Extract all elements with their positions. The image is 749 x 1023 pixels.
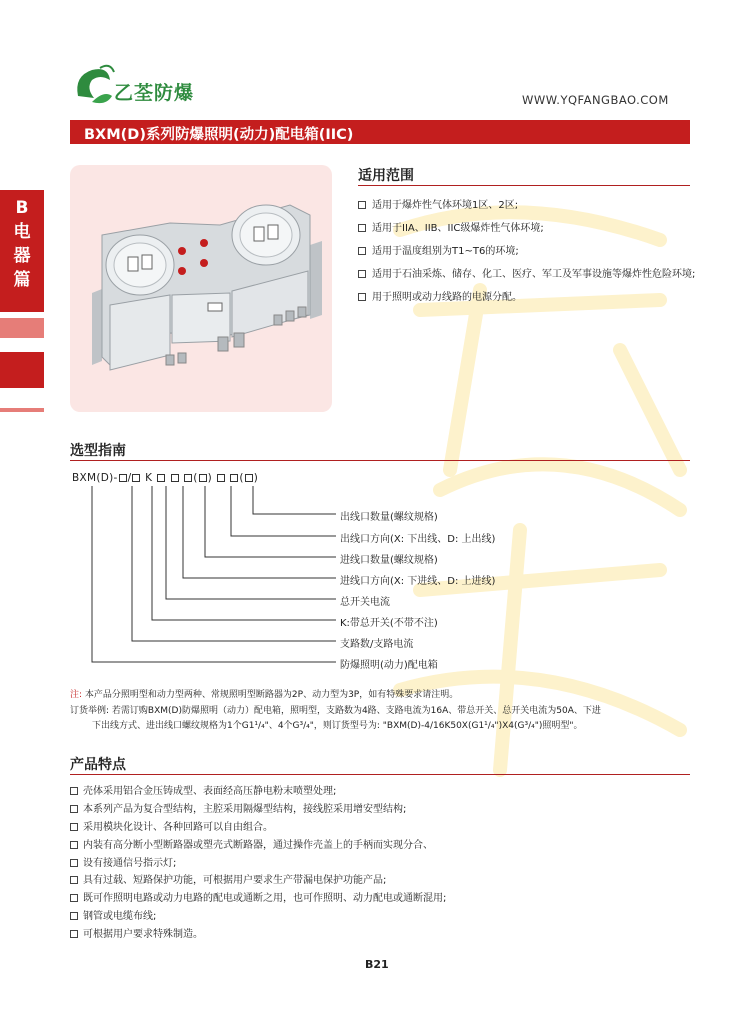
checkbox-icon <box>358 270 366 278</box>
side-tab-char: B <box>15 198 29 218</box>
section-rule <box>70 774 690 775</box>
note-prefix: 注: <box>70 690 83 700</box>
list-item <box>358 267 698 283</box>
selection-label: 进线口方向(X: 下进线、D: 上进线) <box>340 576 496 587</box>
brand-name: 乙荃防爆 <box>114 82 195 104</box>
order-example-line1: 订货举例: 若需订购BXM(D)防爆照明（动力）配电箱，照明型，支路数为4路、支路电流为16A、带总开关、总开关电流为50A、下进 <box>70 706 601 716</box>
list-item <box>70 891 690 906</box>
application-heading: 适用范围 <box>358 168 414 184</box>
distribution-box-image <box>70 165 332 412</box>
list-item-text: 可根据用户要求特殊制造。 <box>83 929 203 941</box>
side-tab-char: 器 <box>13 246 31 266</box>
list-item-text: 适用于石油采炼、储存、化工、医疗、军工及军事设施等爆炸性危险环境; <box>372 269 696 280</box>
selection-label: 防爆照明(动力)配电箱 <box>340 660 438 671</box>
list-item-text: 设有接通信号指示灯; <box>83 857 177 869</box>
section-rule <box>358 185 690 186</box>
checkbox-icon <box>70 930 78 938</box>
features-list <box>70 784 690 945</box>
list-item-text: 具有过载、短路保护功能，可根据用户要求生产带漏电保护功能产品; <box>83 875 387 887</box>
side-accent <box>0 352 44 388</box>
model-prefix: BXM(D)- <box>72 472 118 484</box>
section-rule <box>70 460 690 461</box>
selection-heading: 选型指南 <box>70 443 126 459</box>
list-item <box>70 820 690 835</box>
list-item-text: 既可作照明电路或动力电路的配电或通断之用，也可作照明、动力配电或通断混用; <box>83 893 447 905</box>
list-item-text: 内装有高分断小型断路器或塑壳式断路器，通过操作壳盖上的手柄而实现分合、 <box>83 839 433 851</box>
checkbox-icon <box>358 201 366 209</box>
list-item-text: 采用模块化设计、各种回路可以自由组合。 <box>83 821 273 833</box>
side-tab-char: 电 <box>13 222 31 242</box>
selection-label: 总开关电流 <box>340 597 390 608</box>
checkbox-icon <box>70 859 78 867</box>
list-item <box>70 927 690 942</box>
title-bar <box>70 120 690 144</box>
selection-label: K:带总开关(不带不注) <box>340 618 438 629</box>
list-item <box>70 784 690 799</box>
product-photo <box>70 165 332 412</box>
side-accent <box>0 408 44 412</box>
checkbox-icon <box>70 805 78 813</box>
checkbox-icon <box>70 841 78 849</box>
list-item <box>358 198 698 214</box>
checkbox-icon <box>358 293 366 301</box>
list-item <box>70 873 690 888</box>
page-number: B21 <box>365 958 389 971</box>
checkbox-icon <box>70 787 78 795</box>
order-example-line2: 下出线方式、进出线口螺纹规格为1个G1¹/₄"、4个G³/₄"，则订货型号为: "BXM(D)-4/16K50X(G1¹/₄")X4(G³/₄")照明型"。 <box>92 721 583 731</box>
side-tab <box>0 190 44 312</box>
page-title: BXM(D)系列防爆照明(动力)配电箱(IIC) <box>84 127 354 143</box>
selection-label: 出线口数量(螺纹规格) <box>340 512 438 523</box>
list-item <box>70 856 690 871</box>
list-item <box>358 290 698 306</box>
list-item <box>70 802 690 817</box>
list-item <box>70 909 690 924</box>
list-item <box>358 244 698 260</box>
checkbox-icon <box>70 876 78 884</box>
website-url[interactable]: WWW.YQFANGBAO.COM <box>522 93 669 107</box>
note <box>70 688 458 702</box>
list-item-text: 本系列产品为复合型结构，主腔采用隔爆型结构，接线腔采用增安型结构; <box>83 803 407 815</box>
list-item <box>70 838 690 853</box>
checkbox-icon <box>70 894 78 902</box>
checkbox-icon <box>358 247 366 255</box>
note-text: 本产品分照明型和动力型两种、常规照明型断路器为2P、动力型为3P，如有特殊要求请注明。 <box>84 690 459 700</box>
list-item-text: 适用于IIA、IIB、IIC级爆炸性气体环境; <box>372 223 544 234</box>
list-item <box>358 221 698 237</box>
model-code: BXM(D)- / K ( ) ( ) <box>72 472 259 484</box>
list-item-text: 壳体采用铝合金压铸成型、表面经高压静电粉末喷塑处理; <box>83 786 337 797</box>
list-item-text: 适用于温度组别为T1~T6的环境; <box>372 246 519 257</box>
selection-label: 进线口数量(螺纹规格) <box>340 555 438 566</box>
side-tab-char: 篇 <box>13 270 31 290</box>
side-accent <box>0 318 44 338</box>
checkbox-icon <box>70 823 78 831</box>
checkbox-icon <box>70 912 78 920</box>
selection-label: 支路数/支路电流 <box>340 639 414 650</box>
selection-label: 出线口方向(X: 下出线、D: 上出线) <box>340 534 496 545</box>
list-item-text: 适用于爆炸性气体环境1区、2区; <box>372 200 519 211</box>
list-item-text: 钢管或电缆布线; <box>83 911 157 923</box>
checkbox-icon <box>358 224 366 232</box>
list-item-text: 用于照明或动力线路的电源分配。 <box>372 292 522 303</box>
application-list <box>358 198 698 313</box>
features-heading: 产品特点 <box>70 757 126 773</box>
